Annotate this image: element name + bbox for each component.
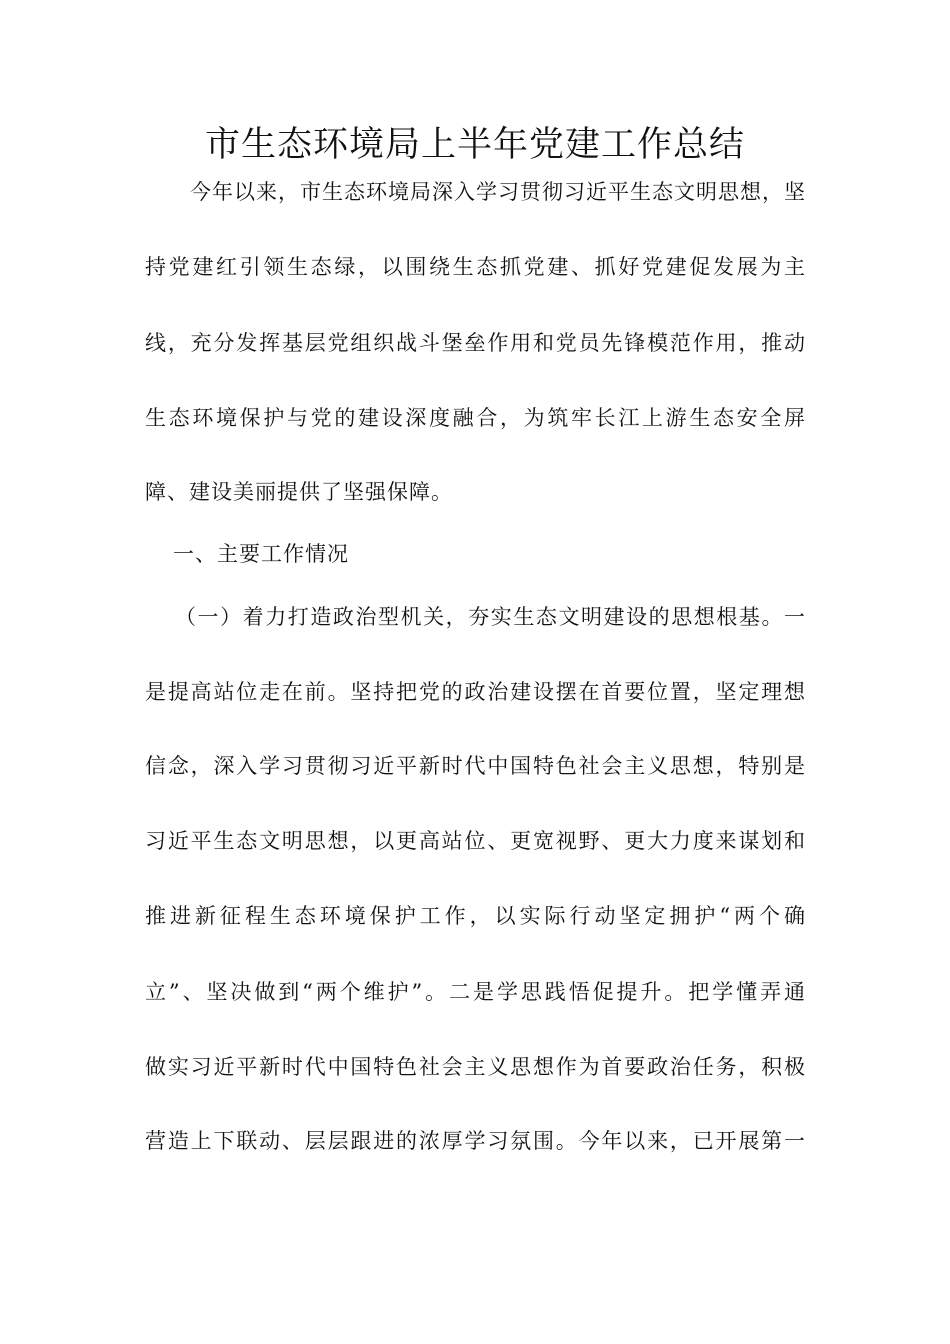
document-title: 市生态环境局上半年党建工作总结 xyxy=(204,125,745,165)
paragraph-line: （一）着力打造政治型机关，夯实生态文明建设的思想根基。一 xyxy=(175,605,805,629)
paragraph-line: 推进新征程生态环境保护工作，以实际行动坚定拥护“两个确 xyxy=(145,904,805,928)
paragraph-line: 信念，深入学习贯彻习近平新时代中国特色社会主义思想，特别是 xyxy=(145,754,805,778)
paragraph-line: 营造上下联动、层层跟进的浓厚学习氛围。今年以来，已开展第一 xyxy=(145,1129,805,1153)
paragraph-line: 习近平生态文明思想，以更高站位、更宽视野、更大力度来谋划和 xyxy=(145,829,805,853)
paragraph-line: 立”、坚决做到“两个维护”。二是学思践悟促提升。把学懂弄通 xyxy=(145,980,805,1004)
paragraph-line: 生态环境保护与党的建设深度融合，为筑牢长江上游生态安全屏 xyxy=(145,406,805,430)
paragraph-line: 今年以来，市生态环境局深入学习贯彻习近平生态文明思想，坚 xyxy=(190,180,805,204)
paragraph-line: 障、建设美丽提供了坚强保障。 xyxy=(145,480,453,504)
paragraph-line: 是提高站位走在前。坚持把党的政治建设摆在首要位置，坚定理想 xyxy=(145,680,805,704)
paragraph-line: 线，充分发挥基层党组织战斗堡垒作用和党员先锋模范作用，推动 xyxy=(145,331,805,355)
paragraph-line: 做实习近平新时代中国特色社会主义思想作为首要政治任务，积极 xyxy=(145,1055,805,1079)
section-heading: 一、主要工作情况 xyxy=(173,542,349,566)
paragraph-line: 持党建红引领生态绿，以围绕生态抓党建、抓好党建促发展为主 xyxy=(145,255,805,279)
